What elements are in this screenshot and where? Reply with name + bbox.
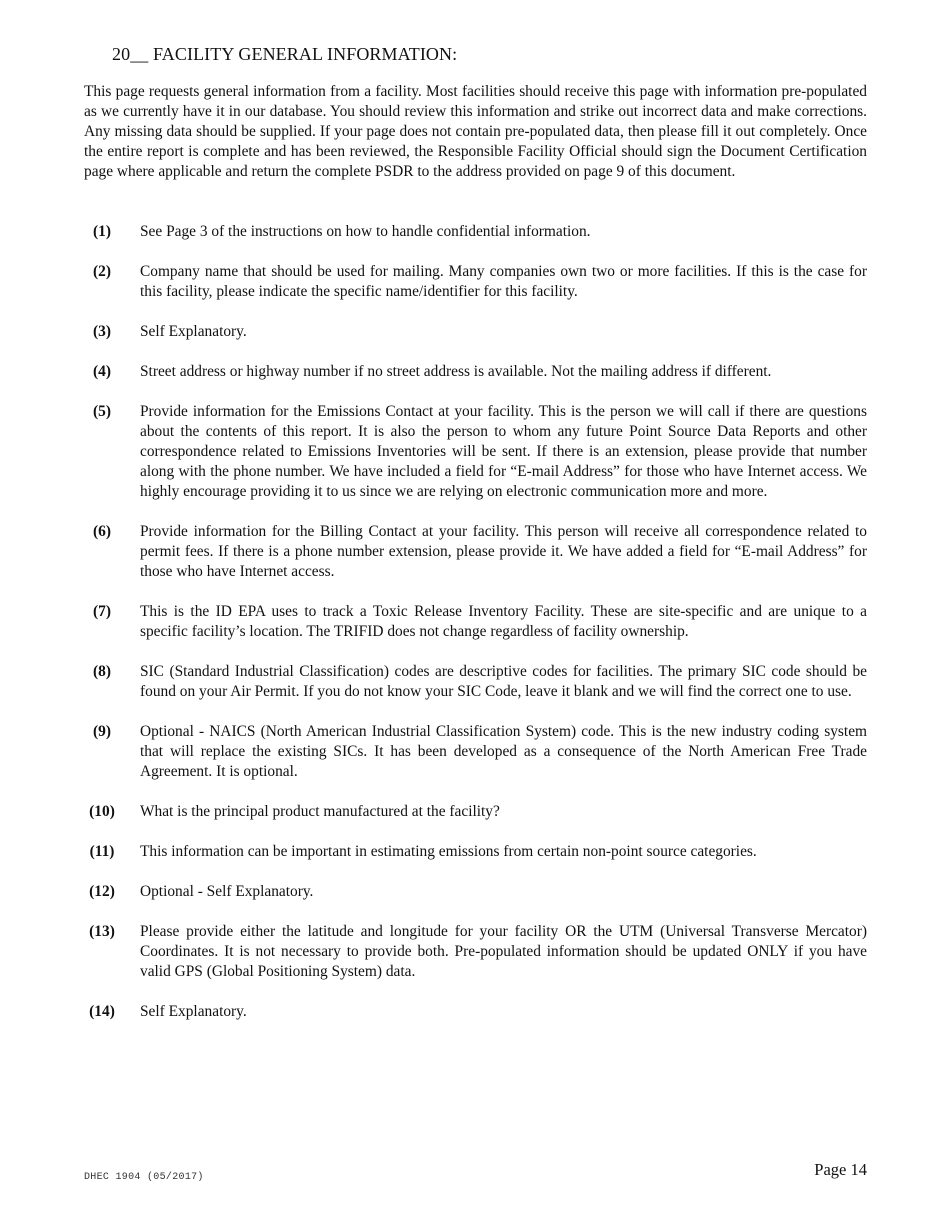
item-text: See Page 3 of the instructions on how to handle confidential information. xyxy=(140,223,591,240)
item-number: (6) xyxy=(93,523,111,540)
item-number: (1) xyxy=(93,223,111,240)
item-text: What is the principal product manufactured at the facility? xyxy=(140,803,500,820)
item-text: Self Explanatory. xyxy=(140,323,247,340)
item-number: (4) xyxy=(93,363,111,380)
item-number: (13) xyxy=(89,923,115,940)
page-title: 20__ FACILITY GENERAL INFORMATION: xyxy=(112,44,458,64)
item-text: Self Explanatory. xyxy=(140,1003,247,1020)
list-item xyxy=(84,882,867,902)
item-number: (14) xyxy=(89,1003,115,1020)
intro-paragraph: This page requests general information from a facility. Most facilities should receive this page with information pre-populated as we currently have it in our database. You should review this information and strike out incorrect data and make corrections. Any missing data should be supplied. If your page does not contain pre-populated data, then please fill it out completely. Once the entire report is complete and has been reviewed, the Responsible Facility Official should sign the Document Certification page where applicable and return the complete PSDR to the address provided on page 9 of this document. xyxy=(84,83,867,180)
item-text: Optional - Self Explanatory. xyxy=(140,883,314,900)
item-number: (2) xyxy=(93,263,111,280)
list-item xyxy=(84,802,867,822)
item-text: This is the ID EPA uses to track a Toxic Release Inventory Facility. These are site-specific and are unique to a specific facility’s location. The TRIFID does not change regardless of facility ownership. xyxy=(140,603,867,640)
list-item xyxy=(84,522,867,582)
instructions-list xyxy=(84,222,867,1042)
item-number: (10) xyxy=(89,803,115,820)
list-item xyxy=(84,362,867,382)
item-text: This information can be important in estimating emissions from certain non-point source categories. xyxy=(140,843,757,860)
item-text: Provide information for the Emissions Contact at your facility. This is the person we will call if there are questions about the contents of this report. It is also the person to whom any future Point Source Data Reports and other correspondence related to Emissions Inventories will be sent. If there is an extension, please provide that number along with the phone number. We have included a field for “E-mail Address” for those who have Internet access. We highly encourage providing it to us since we are relying on electronic communication more and more. xyxy=(140,403,867,500)
item-text: Optional - NAICS (North American Industrial Classification System) code. This is the new industry coding system that will replace the existing SICs. It has been developed as a consequence of the North American Free Trade Agreement. It is optional. xyxy=(140,723,867,780)
form-identifier: DHEC 1904 (05/2017) xyxy=(84,1172,204,1183)
list-item xyxy=(84,722,867,782)
list-item xyxy=(84,842,867,862)
list-item xyxy=(84,662,867,702)
page-number: Page 14 xyxy=(814,1160,867,1179)
list-item xyxy=(84,262,867,302)
item-text: SIC (Standard Industrial Classification) codes are descriptive codes for facilities. The primary SIC code should be found on your Air Permit. If you do not know your SIC Code, leave it blank and we will find the correct one to use. xyxy=(140,663,867,700)
item-text: Company name that should be used for mailing. Many companies own two or more facilities. If this is the case for this facility, please indicate the specific name/identifier for this facility. xyxy=(140,263,867,300)
item-number: (8) xyxy=(93,663,111,680)
item-text: Please provide either the latitude and longitude for your facility OR the UTM (Universal Transverse Mercator) Coordinates. It is not necessary to provide both. Pre-populated information should be updated ONLY if you have valid GPS (Global Positioning System) data. xyxy=(140,923,867,980)
item-number: (5) xyxy=(93,403,111,420)
item-number: (11) xyxy=(89,843,115,860)
item-number: (12) xyxy=(89,883,115,900)
list-item xyxy=(84,222,867,242)
item-text: Provide information for the Billing Contact at your facility. This person will receive all correspondence related to permit fees. If there is a phone number extension, please provide it. We have added a field for “E-mail Address” for those who have Internet access. xyxy=(140,523,867,580)
item-text: Street address or highway number if no street address is available. Not the mailing address if different. xyxy=(140,363,772,380)
list-item xyxy=(84,602,867,642)
list-item xyxy=(84,402,867,502)
item-number: (7) xyxy=(93,603,111,620)
list-item xyxy=(84,1002,867,1022)
item-number: (3) xyxy=(93,323,111,340)
item-number: (9) xyxy=(93,723,111,740)
list-item xyxy=(84,922,867,982)
list-item xyxy=(84,322,867,342)
